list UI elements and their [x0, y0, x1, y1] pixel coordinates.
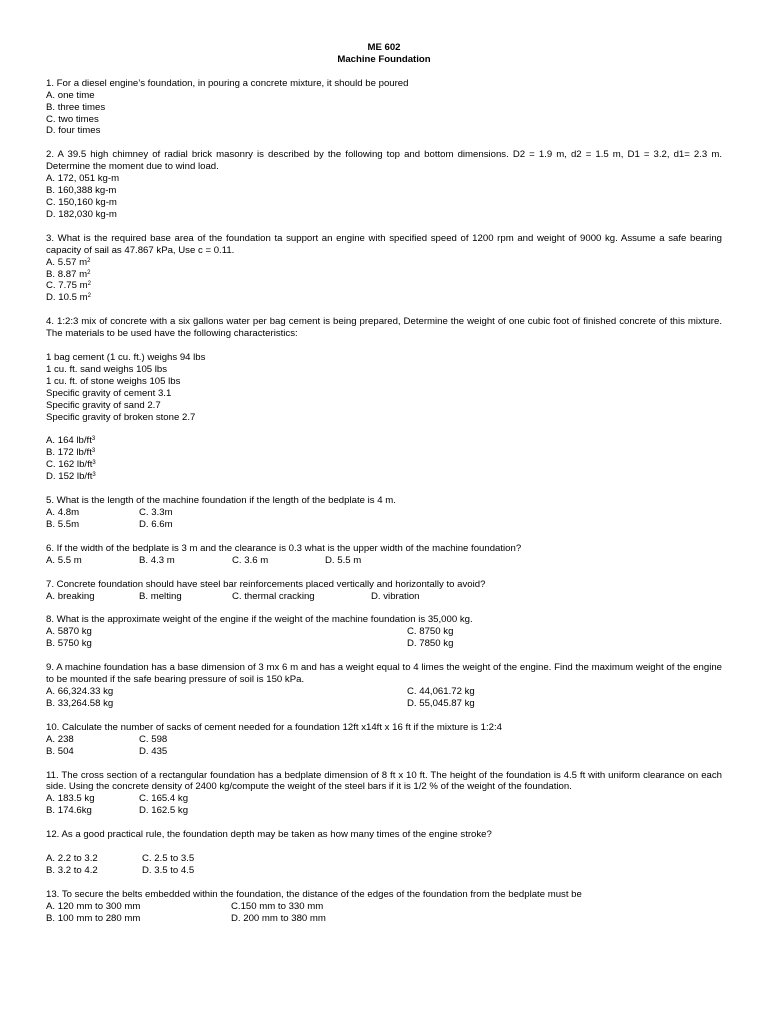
question-1	[46, 78, 722, 138]
question-10-choice-d: D. 435	[139, 745, 168, 757]
question-3	[46, 233, 722, 304]
question-1-choice-c: C. two times	[46, 113, 99, 125]
choice-row	[46, 626, 722, 638]
question-5	[46, 495, 722, 531]
superscript: 3	[91, 436, 96, 443]
question-6-choice-d: D. 5.5 m	[325, 554, 362, 566]
question-2-choice-a: A. 172, 051 kg-m	[46, 173, 120, 185]
question-10-choice-b: B. 504	[46, 745, 74, 757]
question-8-choice-a: A. 5870 kg	[46, 626, 92, 638]
material-line: Specific gravity of cement 3.1	[46, 387, 172, 399]
question-9-choice-d: D. 55,045.87 kg	[407, 697, 475, 709]
question-9	[46, 662, 722, 710]
question-2-stem: 2. A 39.5 high chimney of radial brick masonry is described by the following top and bottom dimensions. D2 = 1.9 m, d2 = 1.5 m, D1 = 3.2, d1= 2.3 m. Determine the moment due to wind load.	[46, 149, 722, 173]
question-5-choice-c: C. 3.3m	[139, 507, 173, 518]
question-12	[46, 829, 722, 877]
question-6-stem: 6. If the width of the bedplate is 3 m and the clearance is 0.3 what is the upper width of the machine foundation?	[46, 542, 522, 554]
question-7-choice-d: D. vibration	[371, 590, 420, 602]
choice-row	[46, 507, 722, 519]
choice-text: A. 164 lb/ft	[46, 435, 92, 447]
choice-text: C. 162 lb/ft	[46, 459, 93, 471]
superscript: 2	[87, 269, 91, 276]
question-7-choice-c: C. thermal cracking	[232, 590, 315, 602]
question-10-choice-c: C. 598	[139, 733, 168, 745]
question-7-choice-b: B. melting	[139, 590, 182, 602]
superscript: 3	[92, 472, 96, 479]
question-6-choice-b: B. 4.3 m	[139, 554, 175, 566]
choice-text: D. 10.5 m	[46, 292, 88, 304]
question-12-choice-b: B. 3.2 to 4.2	[46, 864, 98, 876]
question-9-choice-a: A. 66,324.33 kg	[46, 685, 114, 697]
choice-text: B. 172 lb/ft	[46, 447, 92, 459]
choice-row	[46, 793, 722, 805]
choice-row	[46, 734, 722, 746]
course-code: ME 602	[367, 42, 401, 53]
choice-row	[46, 638, 722, 650]
choice-text: B. 8.87 m	[46, 268, 88, 280]
question-1-choice-b: B. three times	[46, 101, 106, 113]
choice-row	[46, 591, 722, 603]
question-13-choice-d: D. 200 mm to 380 mm	[231, 912, 326, 924]
question-3-stem: 3. What is the required base area of the foundation ta support an engine with specified speed of 1200 rpm and weight of 9000 kg. Assume a safe bearing capacity of sail as 47.867 kPa, Use c = 0.11.	[46, 232, 722, 256]
choice-row	[46, 519, 722, 531]
question-6	[46, 543, 722, 567]
question-3-choice-a	[46, 257, 722, 269]
page-title: Machine Foundation	[337, 53, 431, 65]
choice-row	[46, 901, 722, 913]
question-1-stem: 1. For a diesel engine’s foundation, in pouring a concrete mixture, it should be poured	[46, 77, 409, 89]
question-13-choice-c: C.150 mm to 330 mm	[231, 900, 324, 912]
question-7-choice-a: A. breaking	[46, 590, 95, 602]
question-7-stem: 7. Concrete foundation should have steel bar reinforcements placed vertically and horizontally to avoid?	[46, 578, 486, 590]
question-5-choice-d: D. 6.6m	[139, 518, 173, 530]
question-5-stem: 5. What is the length of the machine foundation if the length of the bedplate is 4 m.	[46, 495, 396, 507]
question-6-choice-a: A. 5.5 m	[46, 554, 82, 566]
question-11	[46, 770, 722, 818]
question-2-choice-b: B. 160,388 kg-m	[46, 185, 117, 197]
question-2-choice-c: C. 150,160 kg-m	[46, 196, 117, 208]
question-11-choice-c: C. 165.4 kg	[139, 793, 189, 805]
question-4-choice-b	[46, 447, 722, 459]
superscript: 2	[87, 257, 91, 264]
question-8-choice-b: B. 5750 kg	[46, 638, 92, 650]
question-8-choice-d: D. 7850 kg	[407, 638, 454, 650]
question-12-choice-c: C. 2.5 to 3.5	[142, 853, 195, 865]
material-line: 1 cu. ft. sand weighs 105 lbs	[46, 363, 168, 375]
question-8-stem: 8. What is the approximate weight of the engine if the weight of the machine foundation is 35,000 kg.	[46, 614, 473, 626]
question-9-choice-c: C. 44,061.72 kg	[407, 685, 475, 697]
question-10	[46, 722, 722, 758]
material-line: Specific gravity of sand 2.7	[46, 399, 161, 411]
choice-text: D. 152 lb/ft	[46, 471, 93, 483]
choice-row	[46, 853, 722, 865]
choice-text: A. 5.57 m	[46, 256, 88, 268]
question-11-choice-d: D. 162.5 kg	[139, 805, 189, 817]
choice-row	[46, 555, 722, 567]
choice-row	[46, 698, 722, 710]
choice-row	[46, 865, 722, 877]
question-13-stem: 13. To secure the belts embedded within the foundation, the distance of the edges of the foundation from the bedplate must be	[46, 888, 582, 900]
question-11-choice-a: A. 183.5 kg	[46, 793, 95, 805]
question-2-choice-d: D. 182,030 kg-m	[46, 208, 117, 220]
question-10-choice-a: A. 238	[46, 733, 74, 745]
question-4-stem: 4. 1:2:3 mix of concrete with a six gallons water per bag cement is being prepared, Determine the weight of one cubic foot of finished concrete of this mixture. The materials to be used have the following characteristics:	[46, 316, 722, 340]
question-3-choice-b	[46, 269, 722, 281]
choice-row	[46, 686, 722, 698]
question-10-stem: 10. Calculate the number of sacks of cement needed for a foundation 12ft x14ft x 16 ft if the mixture is 1:2:4	[46, 721, 502, 733]
material-line: 1 bag cement (1 cu. ft.) weighs 94 lbs	[46, 352, 206, 364]
question-4	[46, 316, 722, 483]
superscript: 2	[87, 281, 91, 288]
superscript: 3	[91, 448, 96, 455]
question-11-choice-b: B. 174.6kg	[46, 805, 92, 817]
question-2	[46, 149, 722, 220]
question-6-choice-c: C. 3.6 m	[232, 554, 269, 566]
choice-row	[46, 805, 722, 817]
question-12-choice-a: A. 2.2 to 3.2	[46, 853, 98, 865]
question-9-choice-b: B. 33,264.58 kg	[46, 697, 114, 709]
question-4-choice-d	[46, 471, 722, 483]
question-13-choice-a: A. 120 mm to 300 mm	[46, 900, 141, 912]
question-1-choice-d: D. four times	[46, 125, 101, 137]
choice-row	[46, 746, 722, 758]
question-13-choice-b: B. 100 mm to 280 mm	[46, 912, 141, 924]
question-5-choice-a: A. 4.8m	[46, 507, 80, 518]
question-5-choice-b: B. 5.5m	[46, 518, 80, 530]
question-1-choice-a: A. one time	[46, 89, 95, 101]
superscript: 2	[87, 293, 91, 300]
question-9-stem: 9. A machine foundation has a base dimension of 3 mx 6 m and has a weight equal to 4 limes the weight of the engine. Find the maximum weight of the engine to be mounted if the safe bearing pressure of soil is 150 kPa.	[46, 662, 722, 686]
question-4-choice-c	[46, 459, 722, 471]
question-12-choice-d: D. 3.5 to 4.5	[142, 864, 195, 876]
question-3-choice-c	[46, 280, 722, 292]
question-7	[46, 579, 722, 603]
question-13	[46, 889, 722, 925]
superscript: 3	[92, 460, 96, 467]
question-8	[46, 614, 722, 650]
material-line: 1 cu. ft. of stone weighs 105 lbs	[46, 375, 181, 387]
question-3-choice-d	[46, 292, 722, 304]
exam-page	[46, 42, 722, 925]
question-11-stem: 11. The cross section of a rectangular foundation has a bedplate dimension of 8 ft x 10 ft. The height of the foundation is 4.5 ft with uniform clearance on each side. Using the concrete density of 2400 kg/compute the weight of the steel bars if it is 1/2 % of the weight of the foundation.	[46, 769, 722, 793]
question-8-choice-c: C. 8750 kg	[407, 626, 454, 638]
choice-text: C. 7.75 m	[46, 280, 88, 292]
question-12-stem: 12. As a good practical rule, the foundation depth may be taken as how many times of the engine stroke?	[46, 829, 492, 841]
question-4-choice-a	[46, 435, 722, 447]
choice-row	[46, 913, 722, 925]
material-line: Specific gravity of broken stone 2.7	[46, 411, 196, 423]
